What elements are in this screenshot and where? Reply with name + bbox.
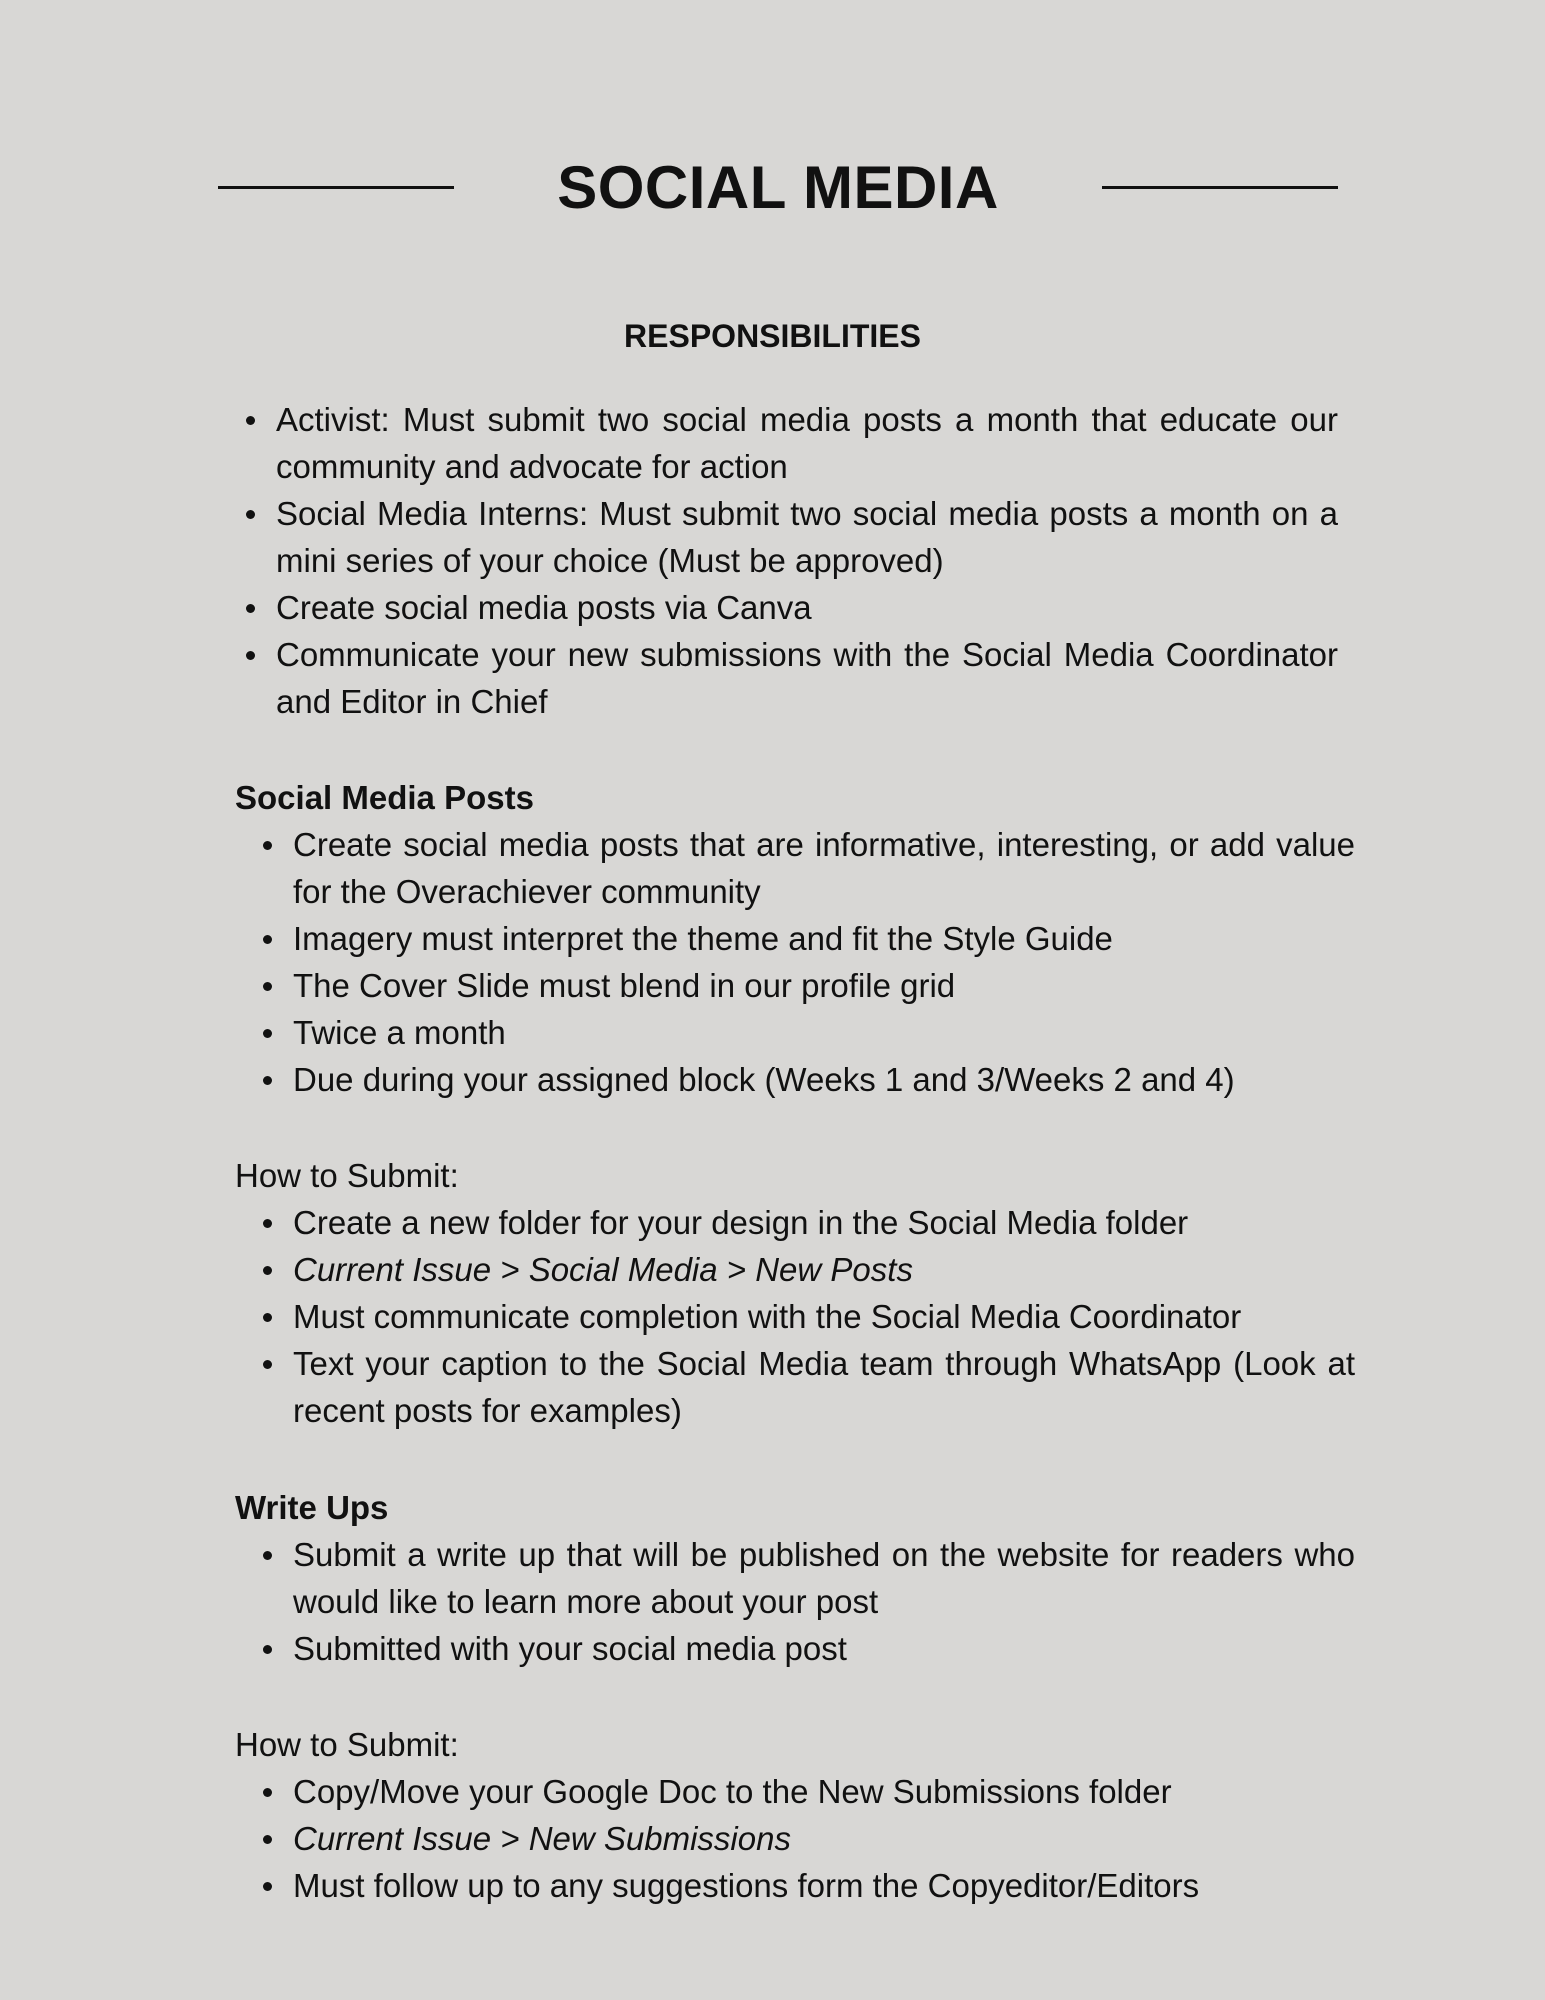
list-item: Create social media posts via Canva [276,584,1338,631]
list-item: Copy/Move your Google Doc to the New Submissions folder [293,1768,1355,1815]
title-row [218,148,1338,228]
posts-how-to-submit-section [235,1152,1355,1434]
list-item: Submitted with your social media post [293,1625,1355,1672]
section-heading: Social Media Posts [235,779,534,816]
folder-path: Current Issue > Social Media > New Posts [293,1246,1355,1293]
write-ups-list [293,1531,1355,1672]
list-item: Must communicate completion with the Social Media Coordinator [293,1293,1355,1340]
responsibilities-heading: RESPONSIBILITIES [624,318,921,354]
posts-how-to-submit-list [293,1199,1355,1434]
list-item: Activist: Must submit two social media posts a month that educate our community and advocate for action [276,396,1338,490]
list-item: Must follow up to any suggestions form the Copyeditor/Editors [293,1862,1355,1909]
writeups-how-to-submit-list [293,1768,1355,1909]
social-media-posts-list [293,821,1355,1103]
list-item: Imagery must interpret the theme and fit the Style Guide [293,915,1355,962]
folder-path: Current Issue > New Submissions [293,1815,1355,1862]
writeups-how-to-submit-section [235,1721,1355,1909]
list-item: Social Media Interns: Must submit two social media posts a month on a mini series of your choice (Must be approved) [276,490,1338,584]
list-item: Create social media posts that are informative, interesting, or add value for the Overachiever community [293,821,1355,915]
responsibilities-list [276,396,1338,725]
list-item: Communicate your new submissions with the Social Media Coordinator and Editor in Chief [276,631,1338,725]
social-media-posts-section [235,774,1355,1103]
section-heading: Write Ups [235,1489,389,1526]
list-item: Create a new folder for your design in the Social Media folder [293,1199,1355,1246]
list-item: Submit a write up that will be published on the website for readers who would like to learn more about your post [293,1531,1355,1625]
list-item: Due during your assigned block (Weeks 1 and 3/Weeks 2 and 4) [293,1056,1355,1103]
title-rule-right [1102,186,1338,189]
write-ups-section [235,1484,1355,1672]
section-heading: How to Submit: [235,1157,459,1194]
list-item: Text your caption to the Social Media team through WhatsApp (Look at recent posts for examples) [293,1340,1355,1434]
list-item: The Cover Slide must blend in our profile grid [293,962,1355,1009]
page-title: SOCIAL MEDIA [557,154,999,221]
section-heading: How to Submit: [235,1726,459,1763]
list-item: Twice a month [293,1009,1355,1056]
